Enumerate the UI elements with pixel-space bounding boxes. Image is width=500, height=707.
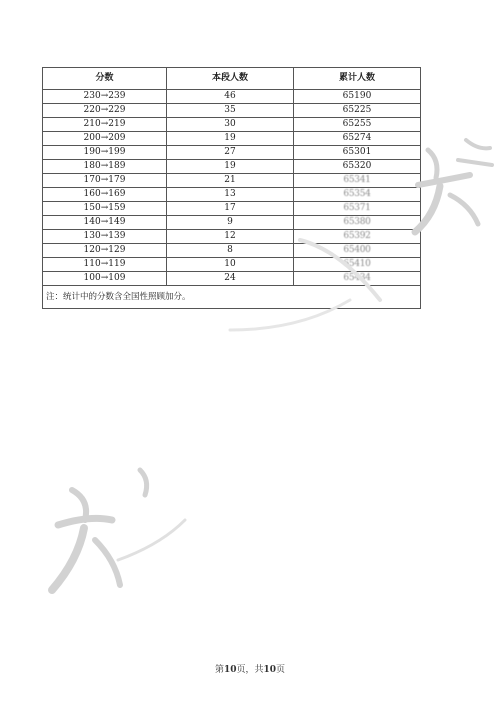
cell-score-range: 150→159 <box>43 202 167 216</box>
page-footer <box>0 662 500 675</box>
cell-score-range: 230→239 <box>43 90 167 104</box>
table-row <box>43 188 421 202</box>
cell-cumulative-count: 65380 <box>294 216 421 230</box>
cell-cumulative-count: 65341 <box>294 174 421 188</box>
footer-page-current: 10 <box>223 665 237 675</box>
cell-segment-count: 13 <box>167 188 294 202</box>
score-distribution-table <box>42 67 421 309</box>
cell-score-range: 170→179 <box>43 174 167 188</box>
table-row <box>43 160 421 174</box>
cell-cumulative-count: 65190 <box>294 90 421 104</box>
cell-score-range: 100→109 <box>43 272 167 286</box>
header-score: 分数 <box>43 68 167 90</box>
cell-cumulative-count: 65255 <box>294 118 421 132</box>
table-row <box>43 118 421 132</box>
footer-page-total: 10 <box>263 665 277 675</box>
cell-segment-count: 21 <box>167 174 294 188</box>
table-row <box>43 90 421 104</box>
cell-segment-count: 24 <box>167 272 294 286</box>
cell-segment-count: 8 <box>167 244 294 258</box>
cell-segment-count: 9 <box>167 216 294 230</box>
table-note: 注：统计中的分数含全国性照顾加分。 <box>43 286 421 309</box>
cell-segment-count: 17 <box>167 202 294 216</box>
cell-score-range: 190→199 <box>43 146 167 160</box>
cell-score-range: 140→149 <box>43 216 167 230</box>
table-row <box>43 104 421 118</box>
footer-page-prefix: 第 <box>214 665 224 675</box>
table-row <box>43 132 421 146</box>
cell-score-range: 160→169 <box>43 188 167 202</box>
cell-cumulative-count: 65371 <box>294 202 421 216</box>
footer-page-mid: 页，共 <box>236 665 264 675</box>
table-row <box>43 174 421 188</box>
cell-cumulative-count: 65274 <box>294 132 421 146</box>
cell-cumulative-count: 65301 <box>294 146 421 160</box>
table-body <box>43 90 421 286</box>
cell-segment-count: 27 <box>167 146 294 160</box>
table-row <box>43 258 421 272</box>
cell-segment-count: 12 <box>167 230 294 244</box>
table-row <box>43 244 421 258</box>
cell-score-range: 200→209 <box>43 132 167 146</box>
cell-cumulative-count: 65400 <box>294 244 421 258</box>
table-row <box>43 230 421 244</box>
cell-score-range: 110→119 <box>43 258 167 272</box>
table-row <box>43 216 421 230</box>
cell-score-range: 130→139 <box>43 230 167 244</box>
cell-segment-count: 19 <box>167 160 294 174</box>
header-cumulative-count: 累计人数 <box>294 68 421 90</box>
cell-segment-count: 35 <box>167 104 294 118</box>
cell-segment-count: 10 <box>167 258 294 272</box>
table-header-row <box>43 68 421 90</box>
table-row <box>43 202 421 216</box>
cell-score-range: 210→219 <box>43 118 167 132</box>
cell-segment-count: 19 <box>167 132 294 146</box>
footer-page-suffix: 页 <box>276 665 286 675</box>
table-row <box>43 272 421 286</box>
cell-cumulative-count: 65410 <box>294 258 421 272</box>
cell-segment-count: 30 <box>167 118 294 132</box>
cell-score-range: 220→229 <box>43 104 167 118</box>
note-row <box>43 286 421 309</box>
table-row <box>43 146 421 160</box>
cell-cumulative-count: 65354 <box>294 188 421 202</box>
cell-cumulative-count: 65225 <box>294 104 421 118</box>
cell-cumulative-count: 65392 <box>294 230 421 244</box>
cell-cumulative-count: 65434 <box>294 272 421 286</box>
header-segment-count: 本段人数 <box>167 68 294 90</box>
cell-segment-count: 46 <box>167 90 294 104</box>
cell-score-range: 180→189 <box>43 160 167 174</box>
cell-score-range: 120→129 <box>43 244 167 258</box>
cell-cumulative-count: 65320 <box>294 160 421 174</box>
